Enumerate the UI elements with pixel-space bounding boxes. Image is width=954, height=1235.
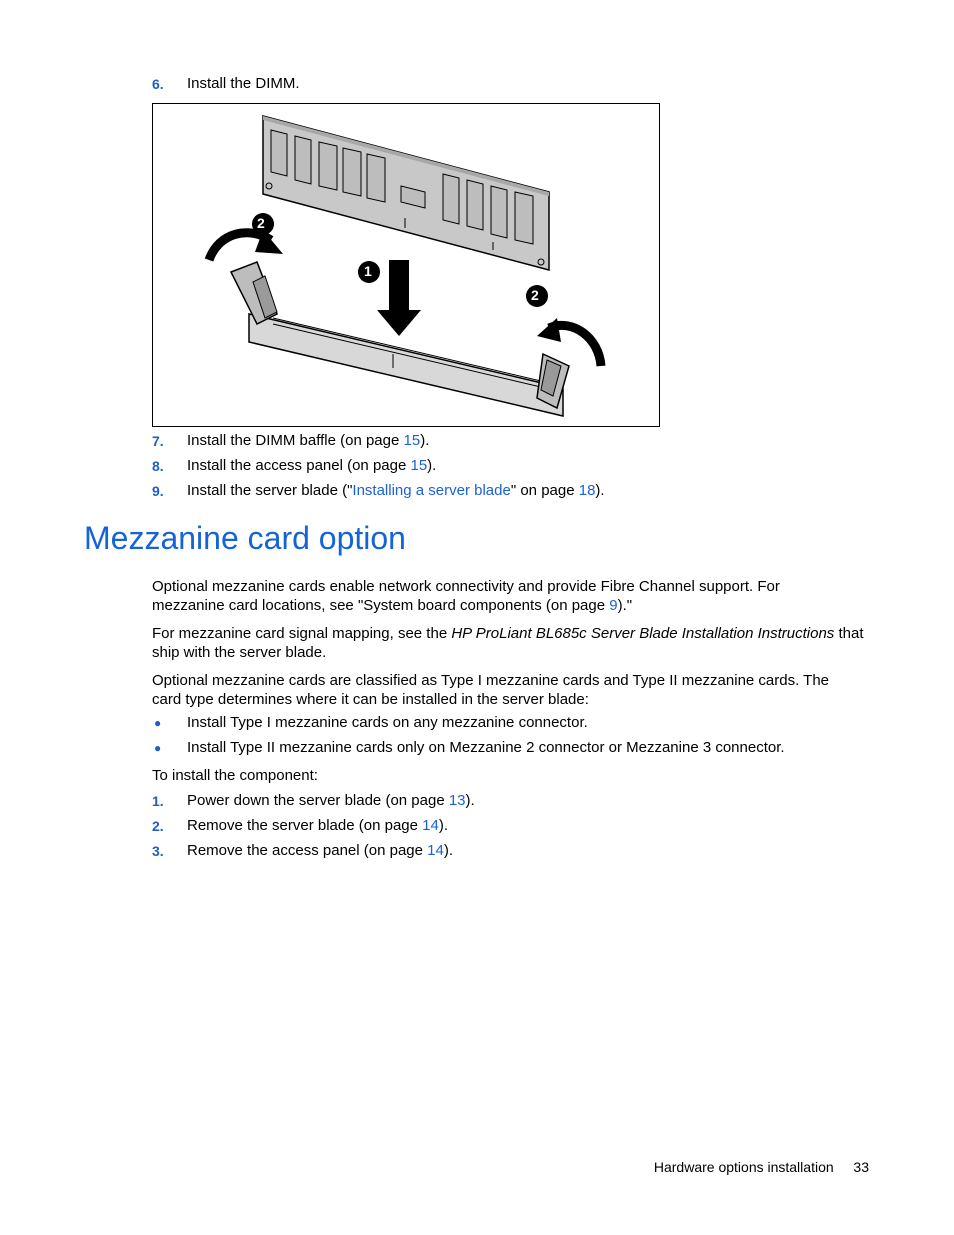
- page-link[interactable]: 18: [578, 482, 596, 499]
- page-link[interactable]: 15: [410, 457, 428, 474]
- step-text: Install the access panel (on page 15).: [187, 457, 437, 474]
- page-link[interactable]: 9: [609, 597, 618, 614]
- callout-1: 1: [364, 263, 372, 279]
- step-text: Install the DIMM.: [187, 75, 300, 92]
- paragraph: Optional mezzanine cards are classified as Type I mezzanine cards and Type II mezzanine cards. The card type determines where it can be installed in the server blade:: [152, 672, 830, 708]
- dimm-illustration: [153, 104, 659, 426]
- paragraph: For mezzanine card signal mapping, see the HP ProLiant BL685c Server Blade Installation Instructions that ship with the server blade.: [152, 625, 864, 661]
- page-footer: [654, 1159, 869, 1175]
- footer-section-name: Hardware options installation: [653, 1159, 834, 1175]
- step-text: Install the DIMM baffle (on page 15).: [187, 432, 430, 449]
- step-text: Power down the server blade (on page 13).: [187, 792, 475, 809]
- page-link[interactable]: 14: [422, 817, 439, 834]
- callout-2-right: 2: [531, 287, 539, 303]
- dimm-install-figure: [152, 103, 660, 427]
- bullet-text: Install Type I mezzanine cards on any mezzanine connector.: [187, 714, 588, 731]
- step-number: 1.: [152, 793, 164, 809]
- page-link[interactable]: 15: [403, 432, 421, 449]
- bullet-icon: ●: [154, 741, 162, 755]
- step-number: 8.: [152, 458, 164, 474]
- step-number: 7.: [152, 433, 164, 449]
- page-number: 33: [853, 1159, 869, 1175]
- step-text: Install the server blade ("Installing a server blade" on page 18).: [187, 482, 605, 499]
- step-text: Remove the server blade (on page 14).: [187, 817, 448, 834]
- step-number: 3.: [152, 843, 164, 859]
- step-number: 6.: [152, 76, 164, 92]
- page-link[interactable]: 13: [448, 792, 466, 809]
- document-title: HP ProLiant BL685c Server Blade Installation Instructions: [451, 625, 835, 642]
- step-number: 2.: [152, 818, 164, 834]
- paragraph: Optional mezzanine cards enable network connectivity and provide Fibre Channel support. For mezzanine card locations, see "System board components (on page 9).": [152, 578, 780, 614]
- callout-2-left: 2: [257, 215, 265, 231]
- instruction-intro: To install the component:: [152, 767, 318, 784]
- section-link[interactable]: Installing a server blade: [352, 482, 511, 499]
- bullet-icon: ●: [154, 716, 162, 730]
- step-number: 9.: [152, 483, 164, 499]
- bullet-text: Install Type II mezzanine cards only on Mezzanine 2 connector or Mezzanine 3 connector.: [187, 739, 785, 756]
- step-text: Remove the access panel (on page 14).: [187, 842, 454, 859]
- page-link[interactable]: 14: [427, 842, 444, 859]
- section-title: Mezzanine card option: [84, 520, 406, 556]
